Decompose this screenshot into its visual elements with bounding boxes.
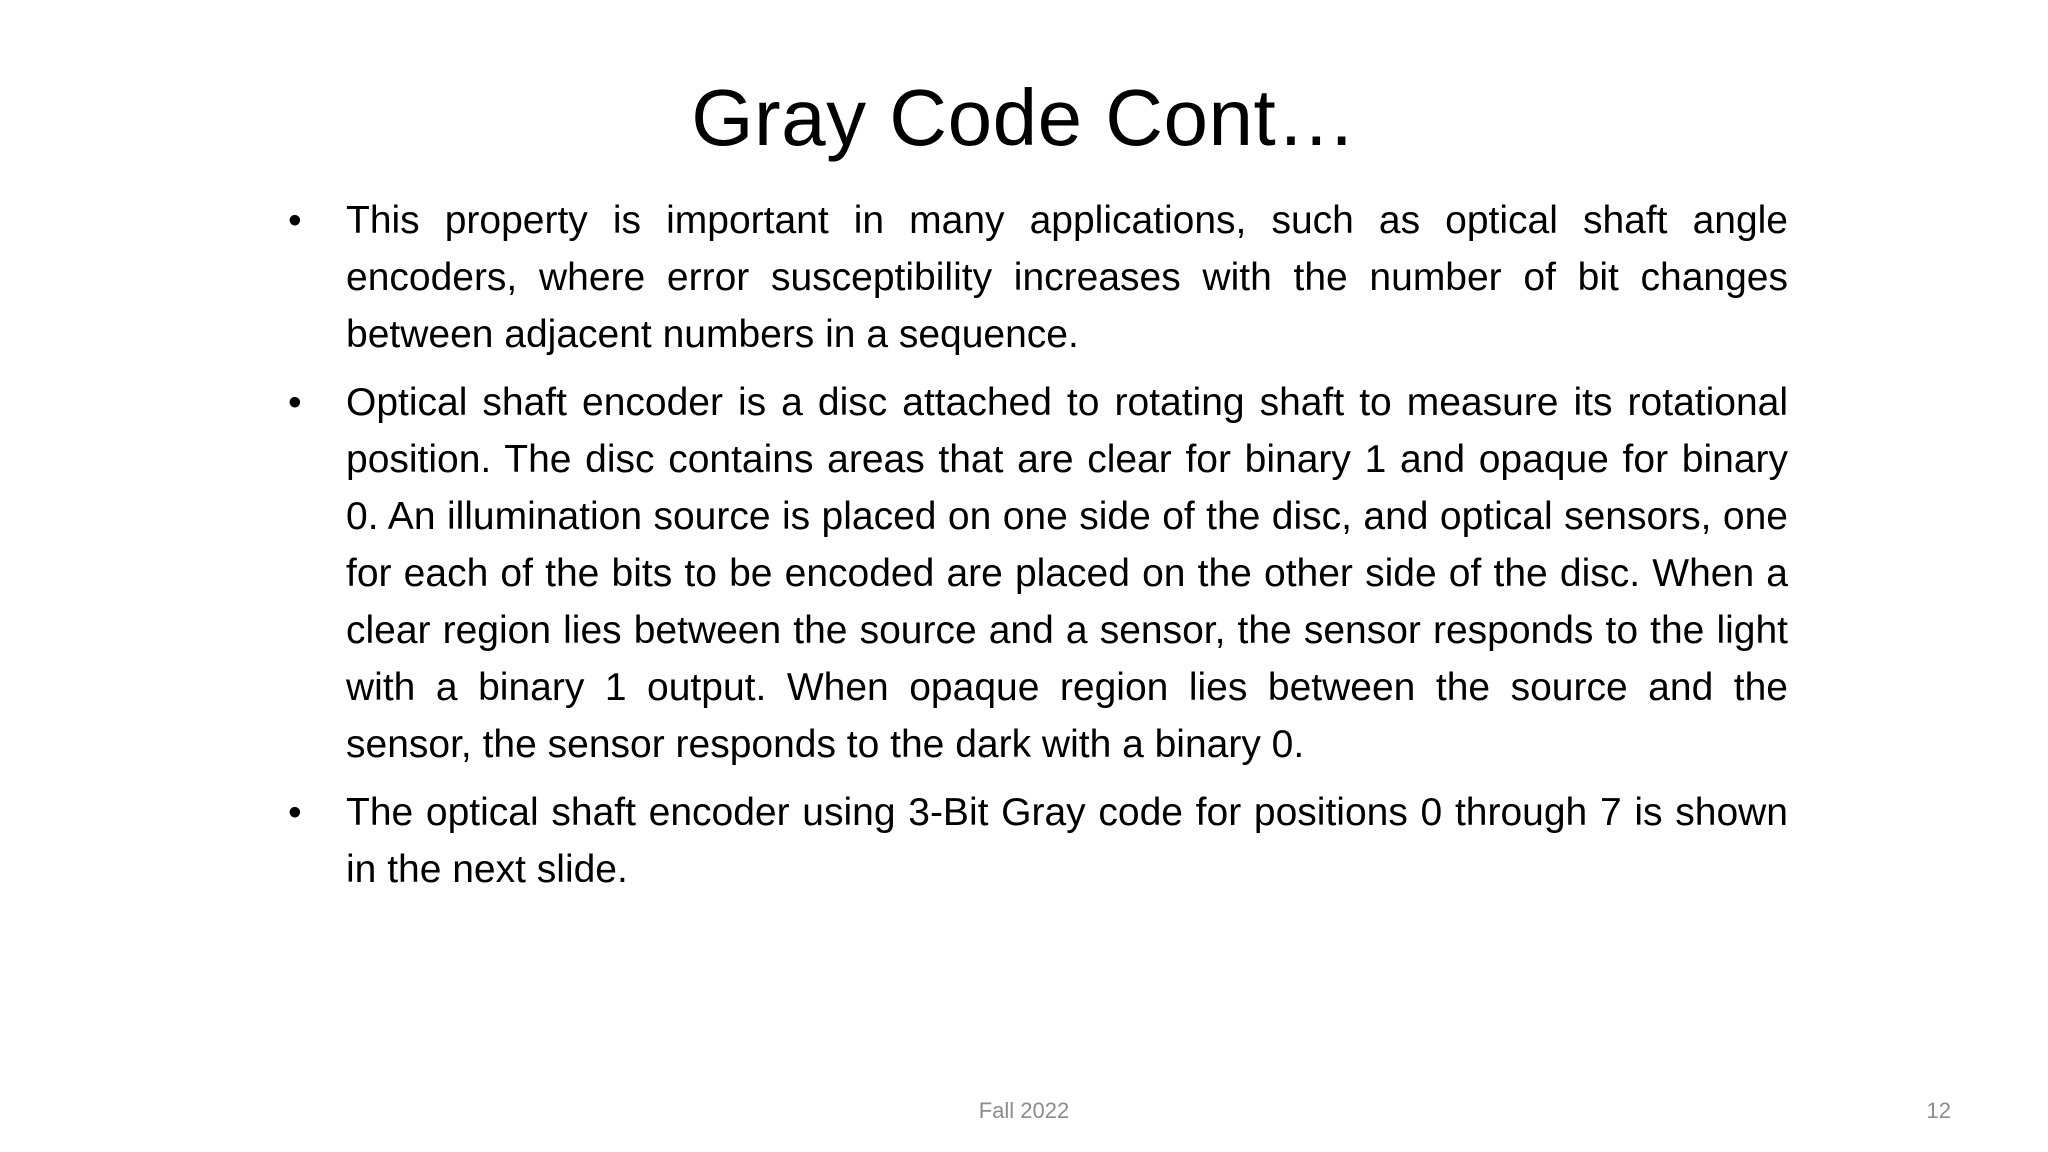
bullet-text: The optical shaft encoder using 3-Bit Gray code for positions 0 through 7 is shown in the next slide. — [346, 791, 1788, 891]
bullet-text: Optical shaft encoder is a disc attached to rotating shaft to measure its rotational position. The disc contains areas that are clear for binary 1 and opaque for binary 0. An illumination source is placed on one side of the disc, and optical sensors, one for each of the bits to be encoded are placed on the other side of the disc. When a clear region lies between the source and a sensor, the sensor responds to the light with a binary 1 output. When opaque region lies between the source and the sensor, the sensor responds to the dark with a binary 0. — [346, 381, 1788, 766]
page-number: 12 — [1926, 1098, 1951, 1123]
bullet-icon: • — [288, 381, 302, 424]
slide-title: Gray Code Cont… — [691, 73, 1357, 162]
footer-date: Fall 2022 — [978, 1098, 1070, 1123]
bullet-item — [288, 192, 1788, 363]
bullet-icon: • — [288, 199, 302, 242]
bullet-list — [288, 192, 1788, 909]
bullet-item — [288, 374, 1788, 773]
bullet-icon: • — [288, 791, 302, 834]
bullet-text: This property is important in many applications, such as optical shaft angle encoders, where error susceptibility increases with the number of bit changes between adjacent numbers in a sequence. — [346, 199, 1788, 356]
bullet-item — [288, 784, 1788, 898]
